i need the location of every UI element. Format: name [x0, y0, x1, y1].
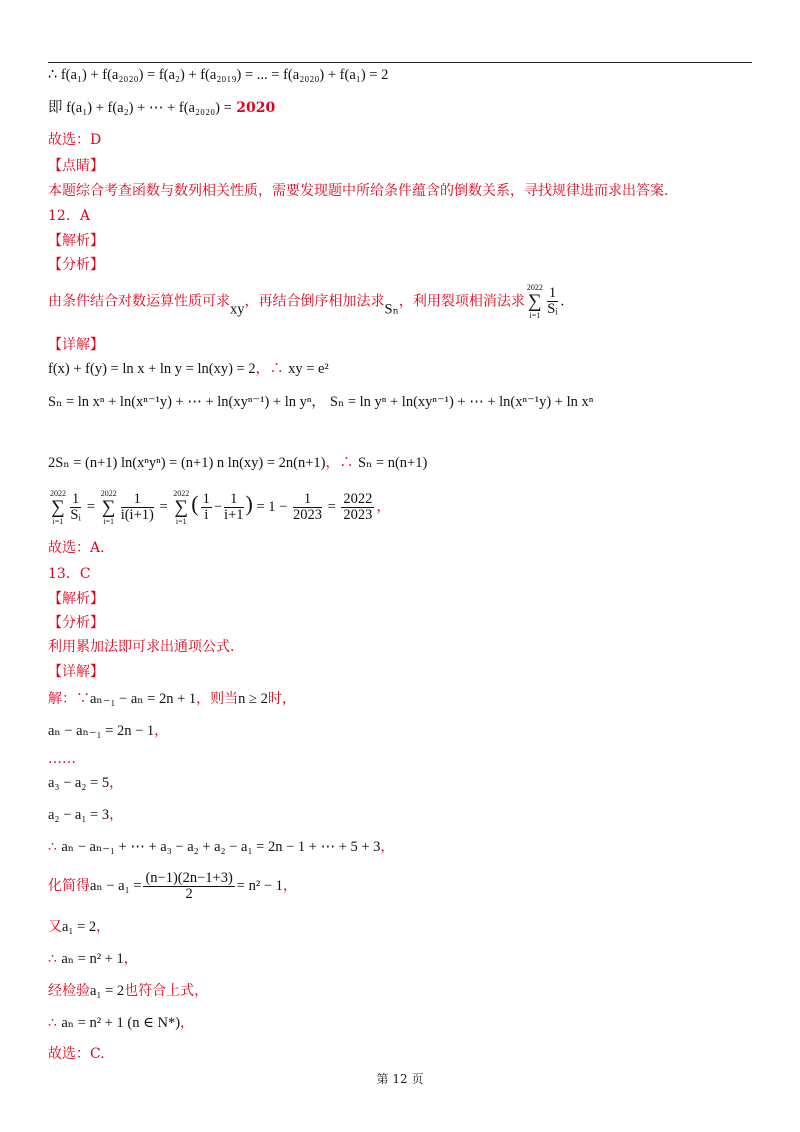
- answer-line: 故选：C.: [48, 1046, 105, 1062]
- question-number: 13．C: [48, 566, 91, 582]
- section-heading-fenxi: 【分析】: [48, 615, 104, 631]
- sum-equation-line: 2022 ∑ i=1 $\frac{1}{\text{Sᵢ}}$ = 2022 ∑ i=1 $\frac{1}{i(i+1)}$ = 2022 ∑ i=1 ( $\frac{1}{i}$ − $\frac{1}{i+1}$ ) = 1 − $\frac{1}{2023}$ = $\frac{2022}{2023}$ ，: [50, 489, 391, 527]
- analysis-line: 由条件结合对数运算性质可求xy，再结合倒序相加法求Sₙ，利用裂项相消法求 2022 ∑ i=1 $\frac{1}{\text{Sᵢ}}$ .: [48, 283, 565, 320]
- equation-line: 2Sₙ = (n+1) ln(xⁿyⁿ) = (n+1) n ln(xy) = 2n(n+1)，∴ Sₙ = n(n+1): [48, 455, 428, 471]
- ellipsis-line: ……: [48, 751, 76, 767]
- solution-line: 解：∵aₙ₋₁ − aₙ = 2n + 1，则当n ≥ 2时，: [48, 691, 296, 707]
- equation-line: ∴ aₙ = n² + 1，: [48, 951, 138, 967]
- equation-line: a₂ − a₁ = 3，: [48, 807, 124, 823]
- equation-line: ∴ f(a₁) + f(a₂₀₂₀) = f(a₂) + f(a₂₀₁₉) = ... = f(a₂₀₂₀) + f(a₁) = 2: [48, 67, 389, 83]
- sum-symbol: 2022 ∑ i=1: [526, 283, 543, 320]
- equation-line: ∴ aₙ − aₙ₋₁ + ⋯ + a₃ − a₂ + a₂ − a₁ = 2n − 1 + ⋯ + 5 + 3，: [48, 839, 395, 855]
- fraction: $\frac{1}{\text{Sᵢ}}$: [70, 491, 81, 524]
- comment-text: 本题综合考查函数与数列相关性质，需要发现题中所给条件蕴含的倒数关系，寻找规律进而求出答案.: [48, 183, 669, 199]
- equation-line: ∴ aₙ = n² + 1 (n ∈ N*)，: [48, 1015, 195, 1031]
- section-heading-fenxi: 【分析】: [48, 257, 104, 273]
- sum-symbol: 2022 ∑ i=1: [173, 489, 190, 527]
- fraction: $\frac{(n-1)(2n-1+3)}{2}$: [145, 869, 233, 902]
- header-rule: [48, 62, 752, 63]
- fraction: $\frac{1}{i}$: [202, 491, 210, 524]
- equation-line: f(x) + f(y) = ln x + ln y = ln(xy) = 2，∴ xy = e²: [48, 361, 329, 377]
- analysis-text: 利用累加法即可求出通项公式.: [48, 639, 235, 655]
- fraction: $\frac{2022}{2023}$: [343, 491, 373, 524]
- verify-line: 经检验a₁ = 2也符合上式，: [48, 983, 209, 999]
- question-number: 12．A: [48, 208, 90, 224]
- simplify-line: 化简得aₙ − a₁ = $\frac{(n-1)(2n-1+3)}{2}$ = n² − 1，: [48, 869, 297, 902]
- fraction: $\frac{1}{i(i+1)}$: [120, 491, 154, 524]
- section-heading-dianjing: 【点睛】: [48, 158, 104, 174]
- section-heading-xiangjie: 【详解】: [48, 337, 104, 353]
- page-number: 第 12 页: [376, 1072, 424, 1086]
- answer-line: 故选：A.: [48, 540, 105, 556]
- fraction: $\frac{1}{\text{Sᵢ}}$: [547, 285, 558, 317]
- sum-symbol: 2022 ∑ i=1: [50, 489, 66, 527]
- equation-line: Sₙ = ln xⁿ + ln(xⁿ⁻¹y) + ⋯ + ln(xyⁿ⁻¹) + ln yⁿ， Sₙ = ln yⁿ + ln(xyⁿ⁻¹) + ⋯ + ln(xⁿ⁻¹y) + ln xⁿ: [48, 394, 594, 410]
- fraction: $\frac{1}{2023}$: [292, 491, 322, 524]
- section-heading-jiexi: 【解析】: [48, 233, 104, 249]
- section-heading-xiangjie: 【详解】: [48, 664, 104, 680]
- equation-line: aₙ − aₙ₋₁ = 2n − 1，: [48, 723, 169, 739]
- fraction: $\frac{1}{i+1}$: [224, 491, 244, 524]
- sum-symbol: 2022 ∑ i=1: [100, 489, 117, 527]
- equation-line: 又a₁ = 2，: [48, 919, 111, 935]
- sum-result-line: 即 f(a₁) + f(a₂) + ⋯ + f(a₂₀₂₀) = 2020: [48, 100, 276, 116]
- answer-line: 故选：D: [48, 132, 102, 148]
- section-heading-jiexi: 【解析】: [48, 591, 104, 607]
- equation-line: a₃ − a₂ = 5，: [48, 775, 124, 791]
